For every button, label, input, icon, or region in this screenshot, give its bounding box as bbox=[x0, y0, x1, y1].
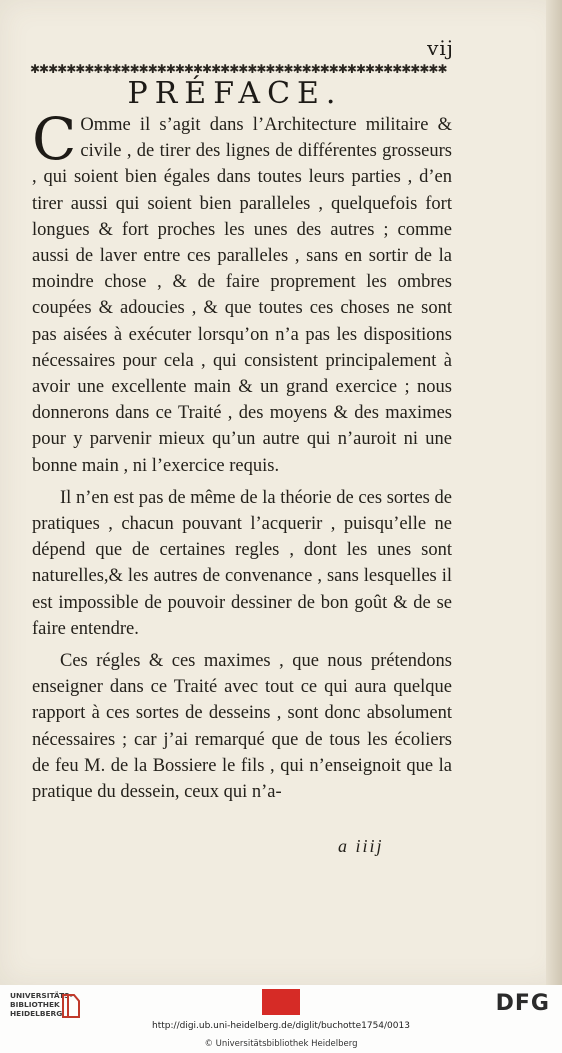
library-name-line1: UNIVERSITÄTS- bbox=[10, 991, 73, 1000]
heidelberg-seal-icon[interactable] bbox=[262, 989, 300, 1015]
page-edge bbox=[546, 0, 562, 985]
page-title: PRÉFACE. bbox=[127, 76, 343, 111]
signature-mark: a iiij bbox=[338, 836, 384, 856]
source-url[interactable]: http://digi.ub.uni-heidelberg.de/diglit/buchotte1754/0013 bbox=[152, 1021, 410, 1031]
copyright-notice: © Universitätsbibliothek Heidelberg bbox=[204, 1039, 358, 1049]
body-text bbox=[32, 105, 452, 805]
ornament-border: ✱✱✱✱✱✱✱✱✱✱✱✱✱✱✱✱✱✱✱✱✱✱✱✱✱✱✱✱✱✱✱✱✱✱✱✱✱✱✱✱✱✱✱✱✱✱ bbox=[30, 62, 447, 76]
drop-cap: C bbox=[32, 105, 77, 173]
paragraph-2: Il n’en est pas de même de la théorie de ces sortes de pratiques , chacun pouvant l’acquerir , puisqu’elle ne dépend que de certaines regles , dont les unes sont naturelles,& les autres de convenance , sans lesquelles il est impossible de pouvoir dessiner de bon goût & de se faire entendre. bbox=[32, 487, 452, 639]
dfg-logo[interactable]: DFG bbox=[495, 991, 550, 1016]
library-name-line2: BIBLIOTHEK bbox=[10, 1000, 60, 1009]
paragraph-1 bbox=[32, 105, 452, 479]
library-name-line3: HEIDELBERG bbox=[10, 1009, 63, 1018]
paragraph-text: Omme il s’agit dans l’Architecture militaire & civile , de tirer des lignes de différentes grosseurs , qui soient bien égales dans toutes leurs parties , d’en tirer aussi qui soient bien paralleles , quelquefois fort longues & fort proches les unes des autres ; comme aussi de laver entre ces paralleles , sans en sortir de la moindre chose , & de faire proprement les ombres coupées & adoucies , & que toutes ces choses ne sont pas aisées à exécuter lorsqu’on n’a pas les dispositions nécessaires pour cela , qui consistent principalement à avoir une excellente main & un grand exercice ; nous donnerons dans ce Traité , des moyens & des maximes pour y parvenir mieux qu’un autre qui n’auroit ni une bonne main , ni l’exercice requis. bbox=[32, 115, 452, 476]
paragraph-3: Ces régles & ces maximes , que nous prétendons enseigner dans ce Traité avec tout ce qui aura quelque rapport à ces sortes de desseins , sont donc absolument nécessaires ; car j’ai remarqué que de tous les écoliers de feu M. de la Bossiere le fils , qui n’enseignoit que la pratique du dessein, ceux qui n’a- bbox=[32, 651, 452, 803]
library-emblem-icon bbox=[60, 993, 82, 1019]
page-number: vij bbox=[427, 36, 454, 60]
footer bbox=[0, 985, 562, 1053]
